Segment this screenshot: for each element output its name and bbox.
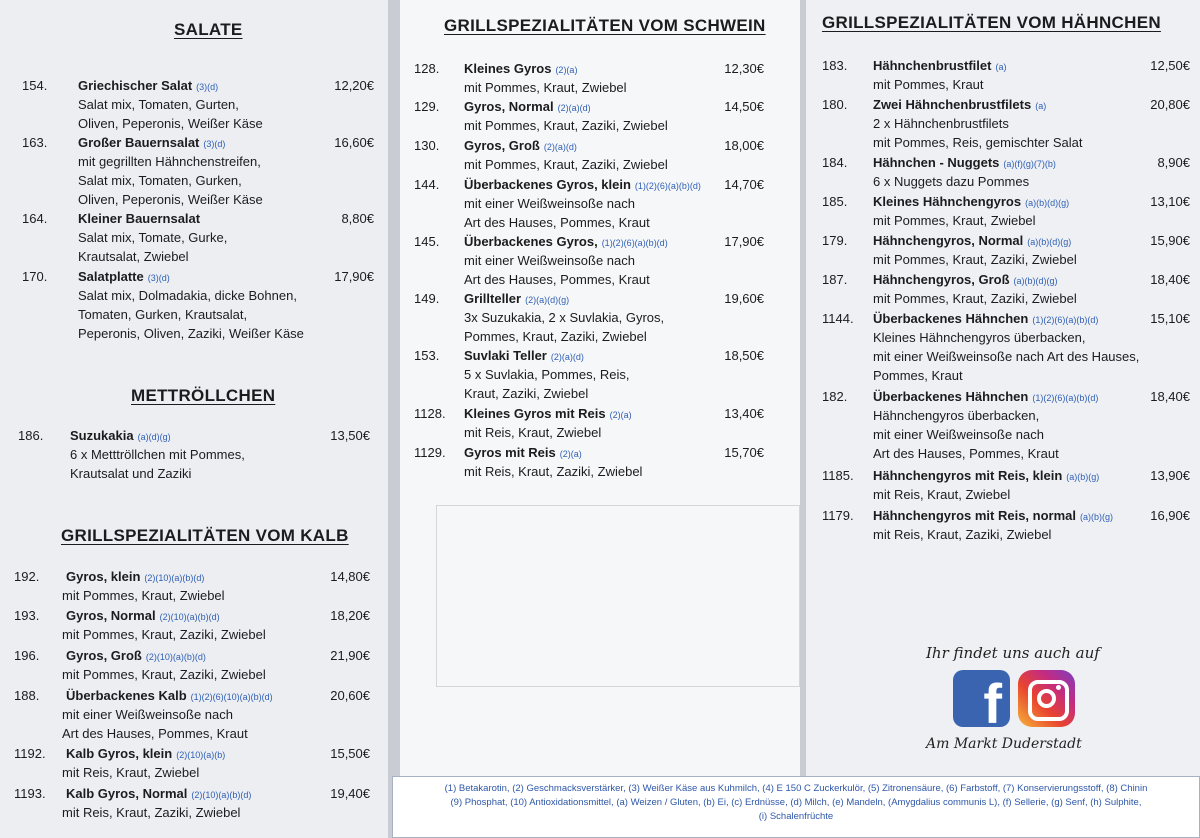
item-name-text: Überbackenes Hähnchen <box>873 389 1029 404</box>
item-number: 170. <box>22 269 48 284</box>
menu-item <box>822 231 1190 269</box>
item-name-text: Kleines Gyros <box>464 61 552 76</box>
item-name <box>873 231 1071 252</box>
item-number: 128. <box>414 61 440 76</box>
menu-item <box>414 346 764 403</box>
item-name-text: Kalb Gyros, Normal <box>66 786 188 801</box>
menu-item <box>822 387 1190 463</box>
menu-item <box>822 192 1190 230</box>
item-description: mit Reis, Kraut, Zwiebel <box>873 487 1011 502</box>
item-description: 3x Suzukakia, 2 x Suvlakia, Gyros, <box>464 310 665 325</box>
menu-item <box>414 443 764 481</box>
menu-item <box>22 76 374 133</box>
instagram-icon[interactable] <box>1018 670 1075 727</box>
item-number: 130. <box>414 138 440 153</box>
facebook-icon[interactable] <box>953 670 1010 735</box>
menu-item <box>14 686 370 743</box>
menu-item <box>22 133 374 209</box>
item-price: 17,90€ <box>724 234 764 249</box>
item-name <box>78 76 218 97</box>
item-description: mit Pommes, Kraut, Zaziki, Zwiebel <box>62 627 266 642</box>
item-description: Krautsalat und Zaziki <box>70 466 192 481</box>
item-price: 8,90€ <box>1157 155 1190 170</box>
item-description: mit Pommes, Kraut, Zwiebel <box>873 213 1036 228</box>
section-title-mettroellchen: METTRÖLLCHEN <box>131 386 276 405</box>
item-price: 13,40€ <box>724 406 764 421</box>
item-description: mit einer Weißweinsoße nach <box>464 253 635 268</box>
item-description: Krautsalat, Zwiebel <box>78 249 189 264</box>
item-description: Art des Hauses, Pommes, Kraut <box>62 726 248 741</box>
item-description: mit Pommes, Kraut, Zwiebel <box>62 588 225 603</box>
item-description: mit einer Weißweinsoße nach <box>62 707 233 722</box>
item-number: 196. <box>14 648 40 663</box>
menu-item <box>414 59 764 97</box>
item-name <box>873 153 1056 174</box>
item-price: 8,80€ <box>341 211 374 226</box>
item-name <box>66 784 251 805</box>
menu-item <box>14 567 370 605</box>
footnote-line: (1) Betakarotin, (2) Geschmacksverstärker, (3) Weißer Käse aus Kuhmilch, (4) E 150 C Zuckerkulör, (5) Zitronensäure, (6) Farbstoff, (7) Konservierungsstoff, (8) Chinin <box>444 783 1148 794</box>
item-number: 179. <box>822 233 848 248</box>
item-description: Kleines Hähnchengyros überbacken, <box>873 330 1086 345</box>
item-name-text: Grillteller <box>464 291 522 306</box>
item-name-text: Überbackenes Hähnchen <box>873 311 1029 326</box>
item-name <box>464 175 701 196</box>
item-name <box>873 466 1099 487</box>
allergen-codes: (1)(2)(6)(a)(b)(d) <box>601 238 668 248</box>
social-headline: Ihr findet uns auch auf <box>926 644 1100 662</box>
menu-item <box>414 232 764 289</box>
item-description: Art des Hauses, Pommes, Kraut <box>464 215 650 230</box>
item-price: 16,60€ <box>334 135 374 150</box>
item-number: 182. <box>822 389 848 404</box>
menu-item <box>14 744 370 782</box>
item-description: 6 x Nuggets dazu Pommes <box>873 174 1030 189</box>
item-description: Oliven, Peperonis, Weißer Käse <box>78 192 263 207</box>
item-name <box>873 309 1098 330</box>
item-number: 1128. <box>414 406 446 421</box>
menu-item <box>414 404 764 442</box>
item-name <box>873 270 1058 291</box>
item-name-text: Gyros, Normal <box>66 608 156 623</box>
item-description: 2 x Hähnchenbrustfilets <box>873 116 1009 131</box>
item-description: mit gegrillten Hähnchenstreifen, <box>78 154 261 169</box>
item-price: 13,90€ <box>1150 468 1190 483</box>
menu-item <box>14 646 370 684</box>
item-description: mit einer Weißweinsoße nach Art des Hauses, <box>873 349 1140 364</box>
item-name <box>78 209 204 230</box>
item-description: Pommes, Kraut <box>873 368 963 383</box>
item-name-text: Kleines Hähnchengyros <box>873 194 1022 209</box>
item-description: mit einer Weißweinsoße nach <box>464 196 635 211</box>
item-description: Peperonis, Oliven, Zaziki, Weißer Käse <box>78 326 304 341</box>
item-description: mit Reis, Kraut, Zwiebel <box>62 765 200 780</box>
item-name <box>464 443 582 464</box>
item-name-text: Hähnchengyros mit Reis, klein <box>873 468 1063 483</box>
item-description: mit Reis, Kraut, Zaziki, Zwiebel <box>873 527 1052 542</box>
item-price: 20,60€ <box>330 688 370 703</box>
section-title-haehnchen: GRILLSPEZIALITÄTEN VOM HÄHNCHEN <box>822 13 1161 32</box>
allergen-codes: (2)(a)(d)(g) <box>525 295 570 305</box>
item-name-text: Überbackenes Gyros, klein <box>464 177 631 192</box>
menu-item <box>414 175 764 232</box>
item-name <box>873 506 1113 527</box>
allergen-codes: (a)(b)(d)(g) <box>1013 276 1058 286</box>
menu-item <box>822 270 1190 308</box>
item-number: 153. <box>414 348 440 363</box>
allergen-codes: (2)(a)(d) <box>550 352 584 362</box>
item-number: 192. <box>14 569 40 584</box>
item-name <box>66 567 204 588</box>
item-name <box>464 136 577 157</box>
item-name-text: Gyros, Groß <box>464 138 540 153</box>
item-description: mit Pommes, Reis, gemischter Salat <box>873 135 1083 150</box>
item-name-text: Überbackenes Kalb <box>66 688 187 703</box>
allergen-codes: (1)(2)(6)(a)(b)(d) <box>1032 315 1099 325</box>
item-number: 163. <box>22 135 48 150</box>
allergen-codes: (a)(b)(d)(g) <box>1025 198 1070 208</box>
item-number: 193. <box>14 608 40 623</box>
item-name-text: Gyros, Groß <box>66 648 142 663</box>
item-name <box>464 232 668 253</box>
item-price: 16,90€ <box>1150 508 1190 523</box>
instagram-dot <box>1056 685 1061 690</box>
allergen-codes: (a)(b)(g) <box>1080 512 1113 522</box>
menu-item <box>822 309 1190 385</box>
menu-item <box>822 56 1190 94</box>
item-number: 183. <box>822 58 848 73</box>
item-name-text: Kalb Gyros, klein <box>66 746 173 761</box>
item-description: Pommes, Kraut, Zaziki, Zwiebel <box>464 329 647 344</box>
item-price: 18,00€ <box>724 138 764 153</box>
item-name <box>66 646 206 667</box>
allergen-codes: (2)(a)(d) <box>543 142 577 152</box>
item-number: 184. <box>822 155 848 170</box>
item-description: mit Pommes, Kraut, Zaziki, Zwiebel <box>464 118 668 133</box>
item-name-text: Gyros mit Reis <box>464 445 556 460</box>
item-number: 164. <box>22 211 48 226</box>
menu-item <box>14 784 370 822</box>
item-number: 129. <box>414 99 440 114</box>
menu-item <box>822 506 1190 544</box>
instagram-lens <box>1037 689 1056 708</box>
item-description: Salat mix, Dolmadakia, dicke Bohnen, <box>78 288 297 303</box>
allergen-codes: (3)(d) <box>147 273 170 283</box>
item-name <box>873 387 1098 408</box>
item-description: Art des Hauses, Pommes, Kraut <box>464 272 650 287</box>
item-name <box>464 404 632 425</box>
menu-item <box>822 466 1190 504</box>
item-price: 12,50€ <box>1150 58 1190 73</box>
allergen-codes: (2)(a) <box>555 65 578 75</box>
social-footer: Am Markt Duderstadt <box>926 736 1082 752</box>
item-price: 14,50€ <box>724 99 764 114</box>
item-name-text: Gyros, Normal <box>464 99 554 114</box>
menu-item <box>822 95 1190 152</box>
menu-panel-left <box>0 0 388 838</box>
item-name <box>66 686 273 707</box>
item-price: 18,40€ <box>1150 389 1190 404</box>
item-name-text: Hähnchenbrustfilet <box>873 58 992 73</box>
menu-item <box>414 97 764 135</box>
allergen-footnote <box>392 776 1200 838</box>
item-name <box>464 59 577 80</box>
item-description: Tomaten, Gurken, Krautsalat, <box>78 307 248 322</box>
item-price: 18,20€ <box>330 608 370 623</box>
allergen-codes: (a) <box>995 62 1007 72</box>
allergen-codes: (1)(2)(6)(10)(a)(b)(d) <box>190 692 273 702</box>
allergen-codes: (1)(2)(6)(a)(b)(d) <box>1032 393 1099 403</box>
allergen-codes: (2)(a) <box>559 449 582 459</box>
item-name-text: Überbackenes Gyros, <box>464 234 598 249</box>
item-price: 13,50€ <box>330 428 370 443</box>
menu-item <box>14 606 370 644</box>
item-description: mit Pommes, Kraut, Zaziki, Zwiebel <box>464 157 668 172</box>
item-name <box>464 346 584 367</box>
item-number: 145. <box>414 234 440 249</box>
allergen-codes: (2)(10)(a)(b)(d) <box>191 790 252 800</box>
menu-item <box>414 289 764 346</box>
item-number: 1193. <box>14 786 46 801</box>
item-description: mit Pommes, Kraut, Zaziki, Zwiebel <box>873 252 1077 267</box>
item-number: 154. <box>22 78 48 93</box>
item-number: 186. <box>18 428 44 443</box>
item-name <box>464 97 591 118</box>
allergen-codes: (2)(10)(a)(b)(d) <box>159 612 220 622</box>
item-name <box>873 95 1046 116</box>
item-price: 17,90€ <box>334 269 374 284</box>
item-price: 15,10€ <box>1150 311 1190 326</box>
item-number: 1192. <box>14 746 46 761</box>
menu-item <box>414 136 764 174</box>
item-name-text: Suvlaki Teller <box>464 348 547 363</box>
item-name-text: Salatplatte <box>78 269 144 284</box>
allergen-codes: (a)(f)(g)(7)(b) <box>1003 159 1056 169</box>
item-price: 21,90€ <box>330 648 370 663</box>
item-name <box>873 56 1006 77</box>
item-number: 144. <box>414 177 440 192</box>
item-name-text: Hähnchengyros mit Reis, normal <box>873 508 1076 523</box>
item-description: Art des Hauses, Pommes, Kraut <box>873 446 1059 461</box>
item-price: 18,40€ <box>1150 272 1190 287</box>
item-number: 180. <box>822 97 848 112</box>
item-number: 188. <box>14 688 40 703</box>
item-description: Oliven, Peperonis, Weißer Käse <box>78 116 263 131</box>
item-description: mit Pommes, Kraut, Zwiebel <box>464 80 627 95</box>
item-price: 12,30€ <box>724 61 764 76</box>
item-description: Hähnchengyros überbacken, <box>873 408 1040 423</box>
item-description: Kraut, Zaziki, Zwiebel <box>464 386 589 401</box>
item-name-text: Gyros, klein <box>66 569 141 584</box>
footnote-line: (9) Phosphat, (10) Antioxidationsmittel, (a) Weizen / Gluten, (b) Ei, (c) Erdnüsse, (d) Milch, (e) Mandeln, (Amygdalius communis L), (f) Sellerie, (g) Senf, (h) Sulphite, <box>450 797 1142 808</box>
faded-note-box <box>436 505 800 687</box>
item-description: mit Pommes, Kraut, Zaziki, Zwiebel <box>873 291 1077 306</box>
item-description: mit Pommes, Kraut, Zaziki, Zwiebel <box>62 667 266 682</box>
item-price: 14,80€ <box>330 569 370 584</box>
item-name <box>78 133 225 154</box>
item-name <box>464 289 569 310</box>
menu-item <box>22 267 374 343</box>
item-price: 18,50€ <box>724 348 764 363</box>
item-number: 1144. <box>822 311 854 326</box>
allergen-codes: (3)(d) <box>196 82 219 92</box>
item-price: 14,70€ <box>724 177 764 192</box>
item-description: mit Reis, Kraut, Zaziki, Zwiebel <box>464 464 643 479</box>
item-description: mit Pommes, Kraut <box>873 77 984 92</box>
section-title-schwein: GRILLSPEZIALITÄTEN VOM SCHWEIN <box>444 16 766 35</box>
item-number: 149. <box>414 291 440 306</box>
item-name <box>873 192 1069 213</box>
item-name <box>66 606 220 627</box>
item-name-text: Kleines Gyros mit Reis <box>464 406 606 421</box>
menu-panel-middle <box>400 0 800 838</box>
item-number: 185. <box>822 194 848 209</box>
section-title-kalb: GRILLSPEZIALITÄTEN VOM KALB <box>61 526 349 545</box>
item-description: 5 x Suvlakia, Pommes, Reis, <box>464 367 630 382</box>
item-description: Salat mix, Tomaten, Gurken, <box>78 173 242 188</box>
allergen-codes: (2)(a)(d) <box>557 103 591 113</box>
item-description: mit einer Weißweinsoße nach <box>873 427 1044 442</box>
menu-item <box>822 153 1190 191</box>
item-number: 1179. <box>822 508 854 523</box>
item-name <box>66 744 225 765</box>
item-price: 15,70€ <box>724 445 764 460</box>
allergen-codes: (2)(10)(a)(b) <box>176 750 226 760</box>
item-number: 1129. <box>414 445 446 460</box>
facebook-glyph: f <box>983 672 1002 735</box>
item-name <box>70 426 171 447</box>
item-name-text: Hähnchen - Nuggets <box>873 155 1000 170</box>
item-description: mit Reis, Kraut, Zaziki, Zwiebel <box>62 805 241 820</box>
menu-item <box>22 209 374 266</box>
item-price: 15,90€ <box>1150 233 1190 248</box>
item-name <box>78 267 170 288</box>
footnote-line: (i) Schalenfrüchte <box>758 811 834 822</box>
item-name-text: Hähnchengyros, Normal <box>873 233 1024 248</box>
item-name-text: Zwei Hähnchenbrustfilets <box>873 97 1032 112</box>
item-price: 12,20€ <box>334 78 374 93</box>
section-title-salate: SALATE <box>174 20 243 39</box>
item-name-text: Hähnchengyros, Groß <box>873 272 1010 287</box>
item-description: mit Reis, Kraut, Zwiebel <box>464 425 602 440</box>
item-name-text: Suzukakia <box>70 428 134 443</box>
item-description: Salat mix, Tomate, Gurke, <box>78 230 228 245</box>
menu-panel-right <box>806 0 1200 838</box>
allergen-codes: (2)(10)(a)(b)(d) <box>144 573 205 583</box>
allergen-codes: (a) <box>1035 101 1047 111</box>
allergen-codes: (2)(10)(a)(b)(d) <box>145 652 206 662</box>
allergen-codes: (3)(d) <box>203 139 226 149</box>
item-price: 19,60€ <box>724 291 764 306</box>
item-description: 6 x Metttröllchen mit Pommes, <box>70 447 245 462</box>
item-price: 15,50€ <box>330 746 370 761</box>
allergen-codes: (2)(a) <box>609 410 632 420</box>
item-price: 20,80€ <box>1150 97 1190 112</box>
item-description: Salat mix, Tomaten, Gurten, <box>78 97 239 112</box>
allergen-codes: (a)(b)(d)(g) <box>1027 237 1072 247</box>
allergen-codes: (a)(d)(g) <box>137 432 171 442</box>
item-name-text: Großer Bauernsalat <box>78 135 200 150</box>
item-price: 19,40€ <box>330 786 370 801</box>
item-number: 1185. <box>822 468 854 483</box>
allergen-codes: (1)(2)(6)(a)(b)(d) <box>634 181 701 191</box>
item-name-text: Griechischer Salat <box>78 78 193 93</box>
allergen-codes: (a)(b)(g) <box>1066 472 1100 482</box>
item-price: 13,10€ <box>1150 194 1190 209</box>
item-name-text: Kleiner Bauernsalat <box>78 211 201 226</box>
menu-item <box>18 426 370 483</box>
item-number: 187. <box>822 272 848 287</box>
